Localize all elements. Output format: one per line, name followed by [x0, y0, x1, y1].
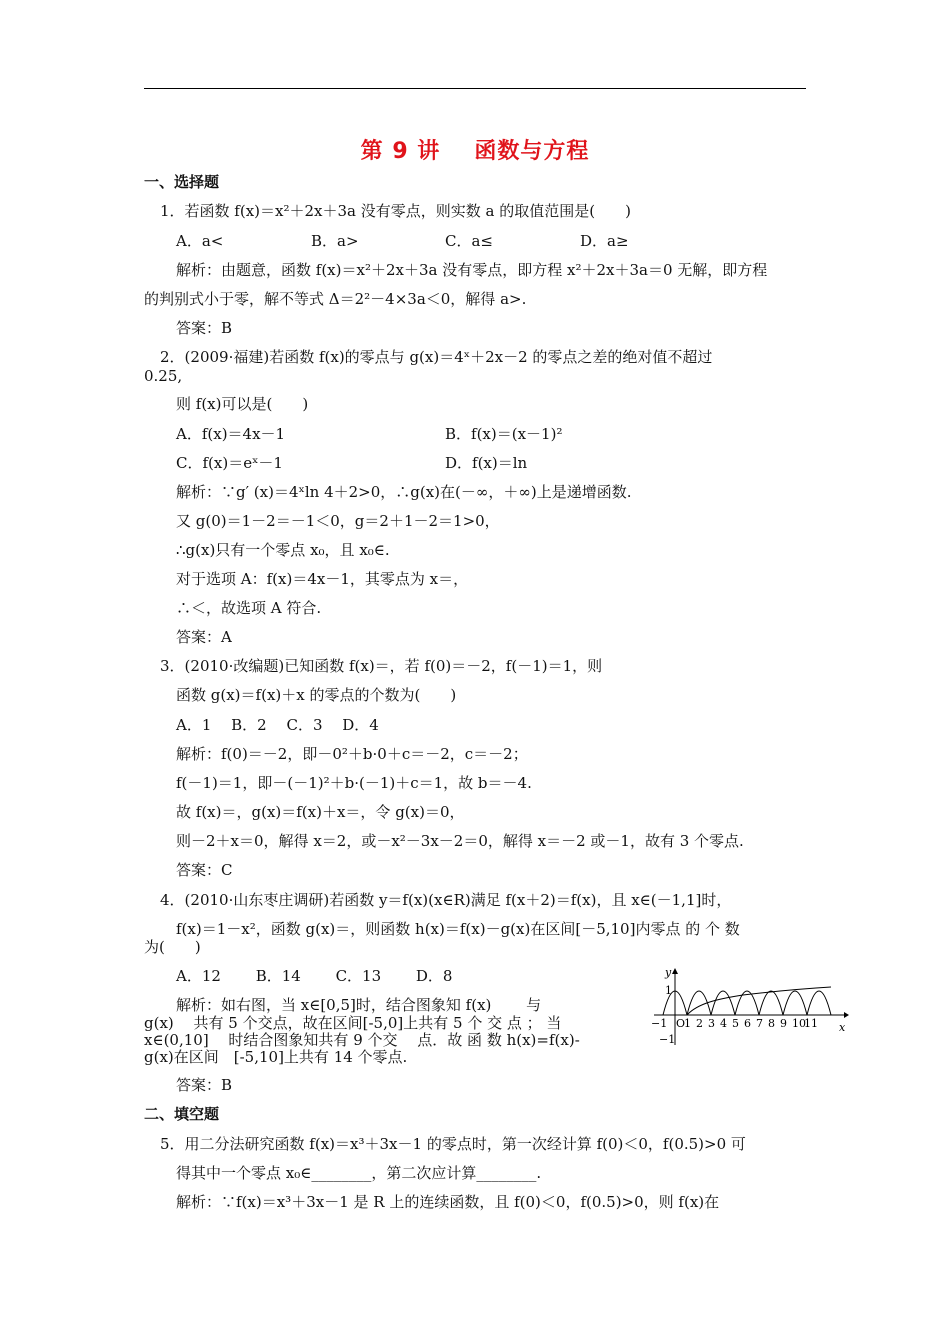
y-tick-1: 1 [665, 984, 672, 997]
q2-stem-line2: 0.25, [144, 367, 183, 385]
q3-solution-line1: 解析：f(0)＝－2，即－0²＋b·0＋c＝－2，c＝－2； [176, 745, 528, 763]
x-tick-10: 10 [792, 1017, 806, 1030]
x-tick-2: 2 [696, 1017, 703, 1030]
x-tick-8: 8 [768, 1017, 775, 1030]
q4-solution-line3: x∈(0,10] 时结合图象知共有 9 个交 点．故 函 数 h(x)=f(x)- [144, 1031, 580, 1049]
x-tick-1: 1 [684, 1017, 691, 1030]
q2-solution-line1: 解析：∵g′ (x)＝4ˣln 4＋2>0，∴g(x)在(－∞，＋∞)上是递增函数. [176, 483, 632, 501]
x-tick-6: 6 [744, 1017, 751, 1030]
x-tick-7: 7 [756, 1017, 763, 1030]
q3-solution-line3: 故 f(x)＝，g(x)＝f(x)＋x＝，令 g(x)＝0， [176, 803, 465, 821]
q1-option-a: A．a< [176, 232, 224, 250]
x-tick-5: 5 [732, 1017, 739, 1030]
q3-stem-line1: 3．(2010·改编题)已知函数 f(x)＝，若 f(0)＝－2，f(－1)＝1，则 [160, 657, 603, 675]
x-tick-9: 9 [780, 1017, 787, 1030]
x-axis-arrow [844, 1012, 849, 1018]
y-axis-label: y [665, 966, 672, 979]
page-title [0, 134, 950, 165]
q4-options: A．12 B．14 C．13 D．8 [176, 967, 453, 985]
y-axis-arrow [672, 968, 678, 974]
q3-stem-line2: 函数 g(x)＝f(x)＋x 的零点的个数为( ) [176, 686, 457, 704]
q4-solution-line2: g(x) 共有 5 个交点，故在区间[-5,0]上共有 5 个 交 点 ； 当 [144, 1014, 562, 1032]
q2-option-a: A．f(x)＝4x－1 [176, 425, 286, 443]
q4-stem-line3: 为( ) [144, 938, 201, 956]
q2-stem-line1: 2．(2009·福建)若函数 f(x)的零点与 g(x)＝4ˣ＋2x－2 的零点之差的绝对值不超过 [160, 348, 713, 366]
q4-solution-line4: g(x)在区间 [-5,10]上共有 14 个零点. [144, 1048, 408, 1066]
q2-option-d: D．f(x)＝ln [445, 454, 528, 472]
q4-stem-line1: 4．(2010·山东枣庄调研)若函数 y＝f(x)(x∈R)满足 f(x＋2)＝f(x)，且 x∈(－1,1]时， [160, 891, 732, 909]
x-tick-11: 11 [804, 1017, 818, 1030]
title-lecture-number: 第 9 讲 [360, 139, 441, 164]
header-rule [144, 88, 806, 89]
q3-solution-line2: f(－1)＝1，即－(－1)²＋b·(－1)＋c＝1，故 b＝－4. [176, 774, 532, 792]
q2-option-b: B．f(x)＝(x－1)² [445, 425, 563, 443]
q5-solution-line1: 解析：∵f(x)＝x³＋3x－1 是 R 上的连续函数，且 f(0)＜0，f(0.5)>0，则 f(x)在 [176, 1193, 720, 1211]
origin-label: O [676, 1017, 686, 1030]
q5-stem-line1: 5．用二分法研究函数 f(x)＝x³＋3x－1 的零点时，第一次经计算 f(0)＜0，f(0.5)>0 可 [160, 1135, 746, 1153]
x-tick-4: 4 [720, 1017, 727, 1030]
q2-solution-line3: ∴g(x)只有一个零点 x₀，且 x₀∈. [176, 541, 390, 559]
q1-option-d: D．a≥ [580, 232, 629, 250]
q1-stem: 1．若函数 f(x)＝x²＋2x＋3a 没有零点，则实数 a 的取值范围是( ) [160, 202, 631, 220]
q1-solution-line1: 解析：由题意，函数 f(x)＝x²＋2x＋3a 没有零点，即方程 x²＋2x＋3a＝0 无解，即方程 [176, 261, 768, 279]
q4-stem-line2: f(x)＝1－x²，函数 g(x)＝，则函数 h(x)＝f(x)－g(x)在区间[－5,10]内零点 的 个 数 [176, 920, 740, 938]
q3-solution-line4: 则－2＋x＝0，解得 x＝2，或－x²－3x－2＝0，解得 x＝－2 或－1，故有 3 个零点. [176, 832, 744, 850]
g-curve [687, 987, 831, 1015]
q1-solution-line2: 的判别式小于零，解不等式 Δ＝2²－4×3a＜0，解得 a>. [144, 290, 527, 308]
x-tick-neg1: −1 [651, 1017, 668, 1030]
q2-option-c: C．f(x)＝eˣ－1 [176, 454, 283, 472]
q3-answer: 答案：C [176, 861, 233, 879]
q4-function-graph [648, 965, 850, 1047]
q3-options: A．1 B．2 C．3 D．4 [176, 716, 379, 734]
q2-solution-line2: 又 g(0)＝1－2＝－1＜0，g＝2＋1－2＝1>0， [176, 512, 500, 530]
y-tick-neg1: −1 [659, 1033, 676, 1046]
q1-answer: 答案：B [176, 319, 233, 337]
q2-solution-line4: 对于选项 A：f(x)＝4x－1，其零点为 x＝， [176, 570, 469, 588]
q1-option-b: B．a> [311, 232, 359, 250]
x-tick-3: 3 [708, 1017, 715, 1030]
q5-stem-line2: 得其中一个零点 x₀∈________，第二次应计算________. [176, 1164, 542, 1182]
q1-option-c: C．a≤ [445, 232, 493, 250]
x-axis-label: x [839, 1021, 846, 1034]
q4-solution-line1: 解析：如右图，当 x∈[0,5]时，结合图象知 f(x) 与 [176, 996, 542, 1014]
q2-solution-line5: ∴＜，故选项 A 符合. [176, 599, 322, 617]
section-heading-choice: 一、选择题 [144, 173, 220, 191]
q2-stem-line3: 则 f(x)可以是( ) [176, 395, 309, 413]
title-topic: 函数与方程 [474, 139, 590, 164]
section-heading-fill: 二、填空题 [144, 1105, 220, 1123]
q2-answer: 答案：A [176, 628, 232, 646]
q4-answer: 答案：B [176, 1076, 233, 1094]
